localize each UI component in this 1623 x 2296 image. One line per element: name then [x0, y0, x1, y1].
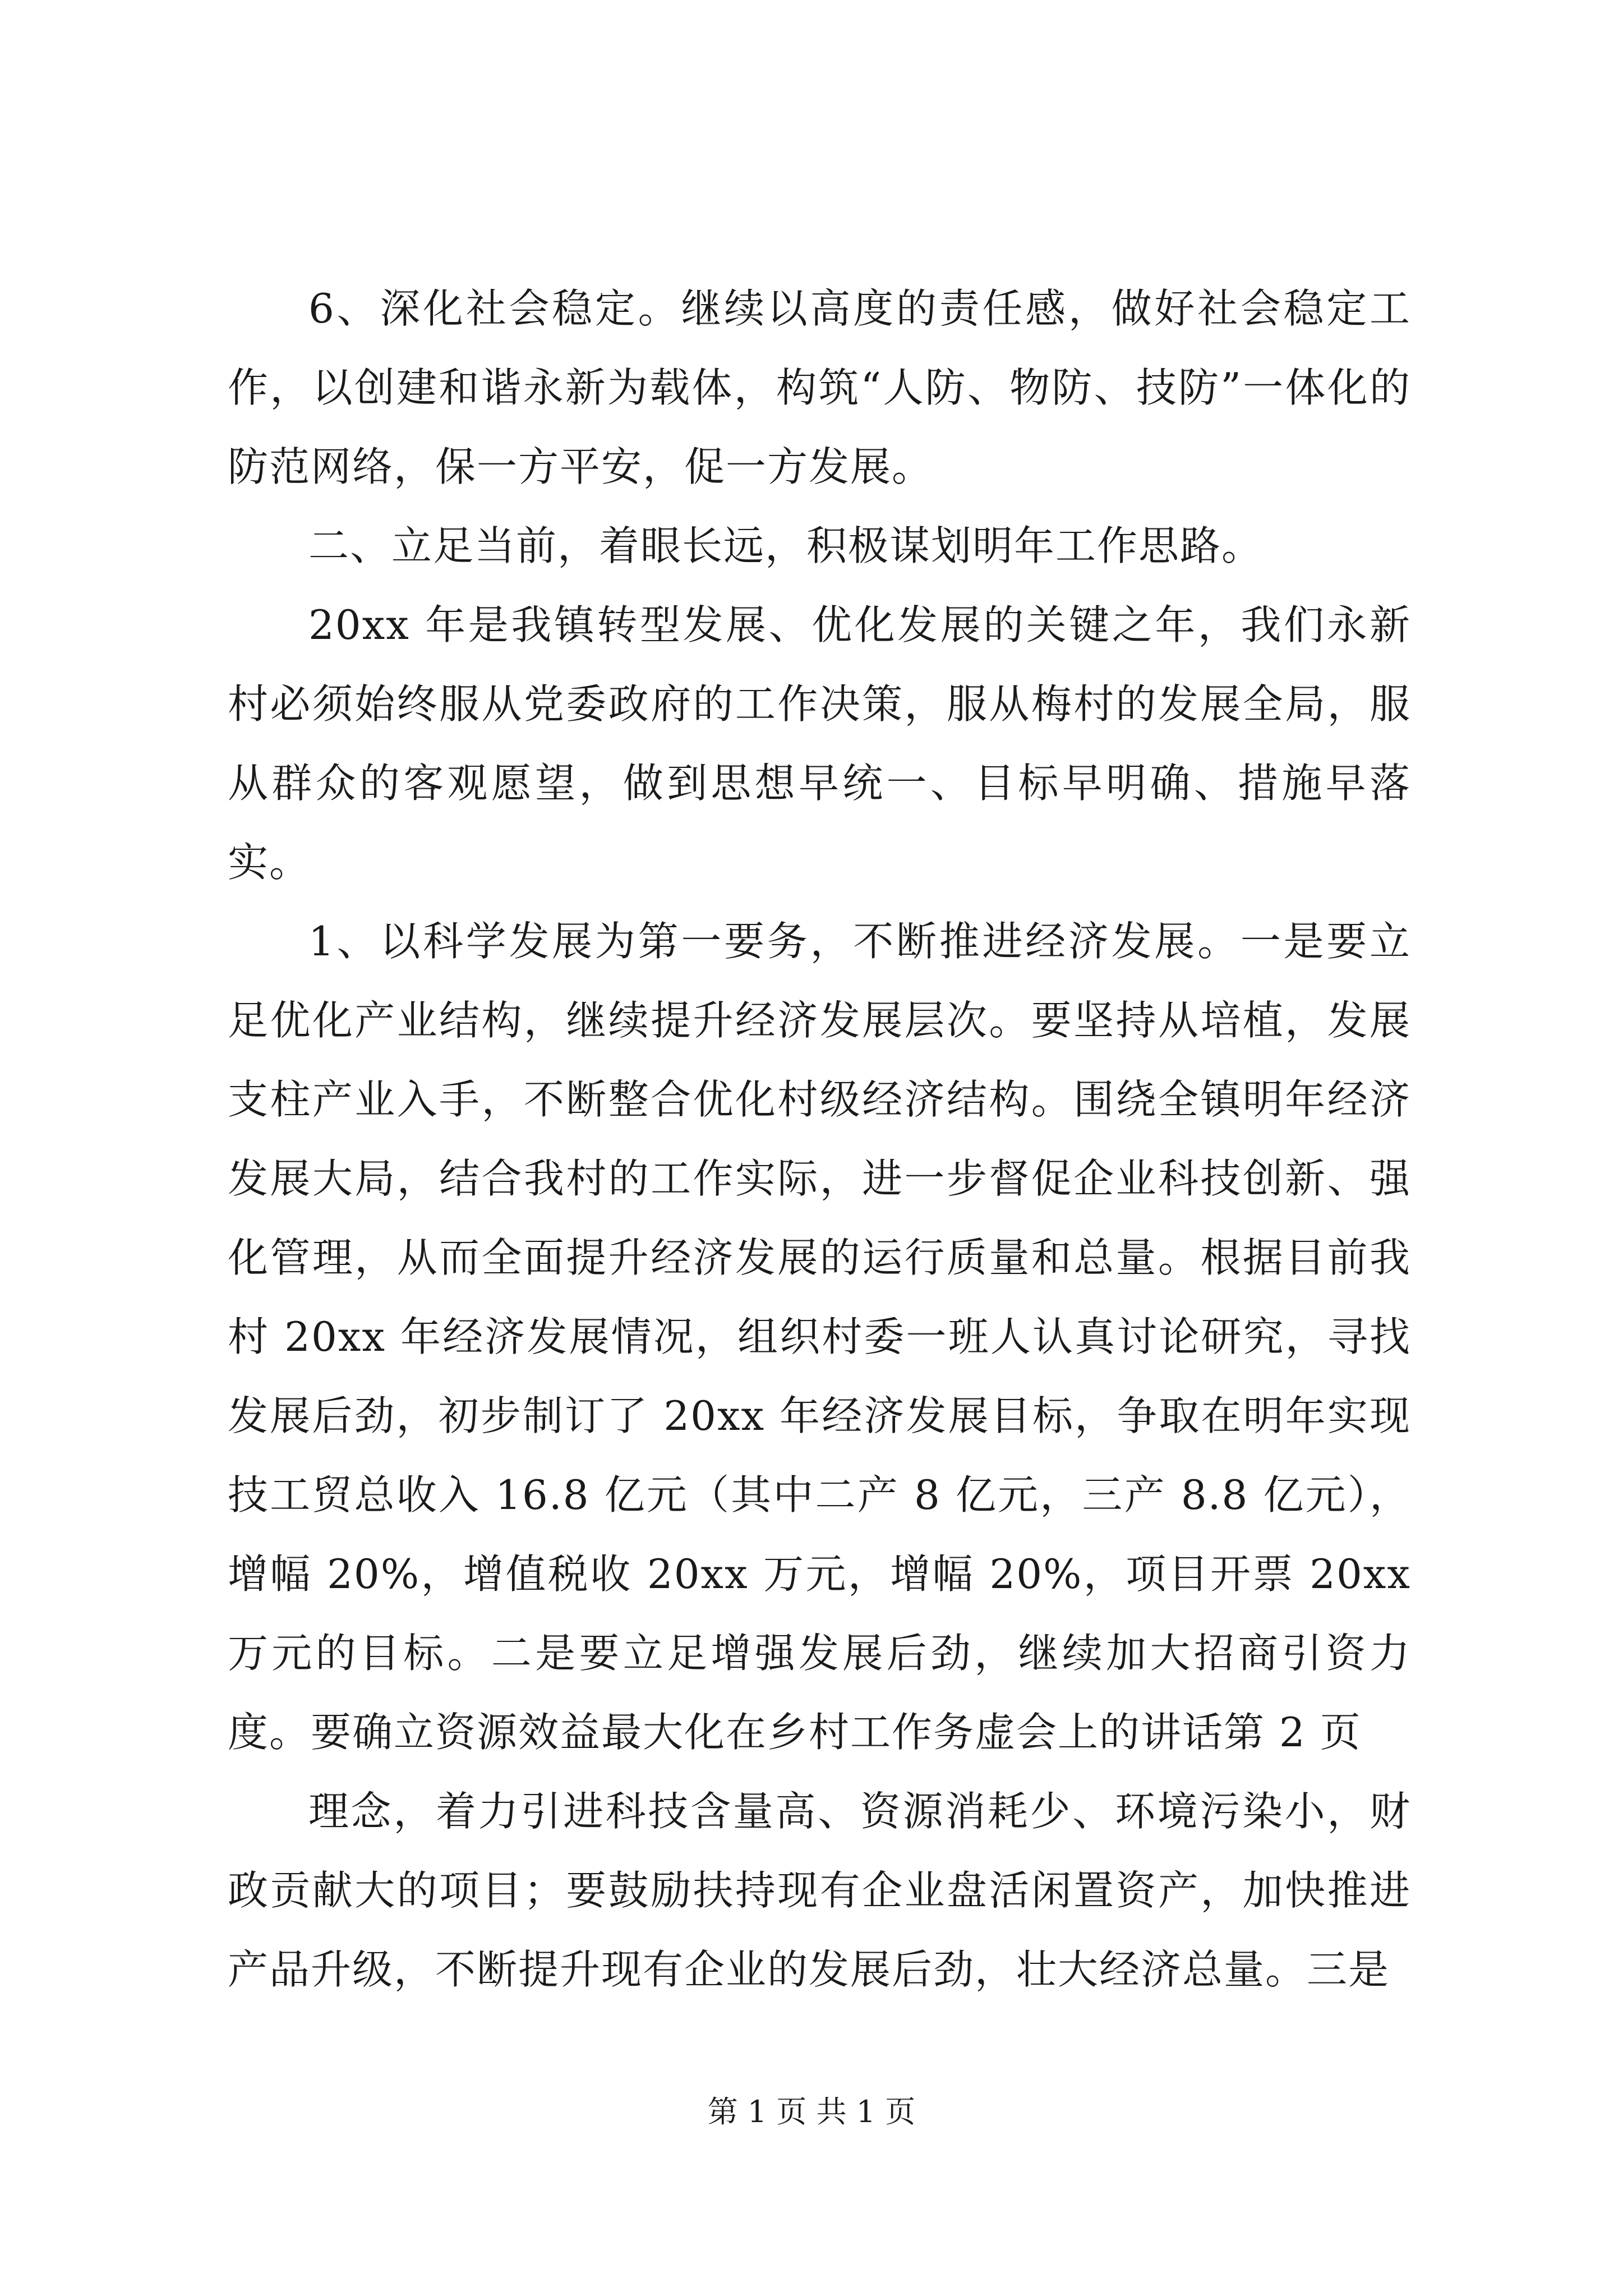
paragraph-key-year: 20xx 年是我镇转型发展、优化发展的关键之年，我们永新村必须始终服从党委政府的工作决策，服从梅村的发展全局，服从群众的客观愿望，做到思想早统一、目标早明确、措施早落实。 — [228, 601, 1411, 886]
paragraph-social-stability: 6、深化社会稳定。继续以高度的责任感，做好社会稳定工作，以创建和谐永新为载体，构筑“人防、物防、技防”一体化的防范网络，保一方平安，促一方发展。 — [228, 285, 1411, 490]
document-body — [228, 269, 1411, 2009]
page-footer: 第 1 页 共 1 页 — [707, 2094, 916, 2129]
paragraph-economic-development: 1、以科学发展为第一要务，不断推进经济发展。一是要立足优化产业结构，继续提升经济发展层次。要坚持从培植，发展支柱产业入手，不断整合优化村级经济结构。围绕全镇明年经济发展大局，结合我村的工作实际，进一步督促企业科技创新、强化管理，从而全面提升经济发展的运行质量和总量。根据目前我村 20xx 年经济发展情况，组织村委一班人认真讨论研究，寻找发展后劲，初步制订了 20xx 年经济发展目标，争取在明年实现技工贸总收入 16.8 亿元（其中二产 8 亿元，三产 8.8 亿元），增幅 20%，增值税收 20xx 万元，增幅 20%，项目开票 20xx 万元的目标。二是要立足增强发展后劲，继续加大招商引资力度。要确立资源效益最大化在乡村工作务虚会上的讲话第 2 页 — [228, 918, 1411, 1756]
paragraph-concept: 理念，着力引进科技含量高、资源消耗少、环境污染小，财政贡献大的项目；要鼓励扶持现有企业盘活闲置资产，加快推进产品升级，不断提升现有企业的发展后劲，壮大经济总量。三是 — [228, 1788, 1411, 1993]
paragraph-section-heading: 二、立足当前，着眼长远，积极谋划明年工作思路。 — [308, 522, 1264, 569]
